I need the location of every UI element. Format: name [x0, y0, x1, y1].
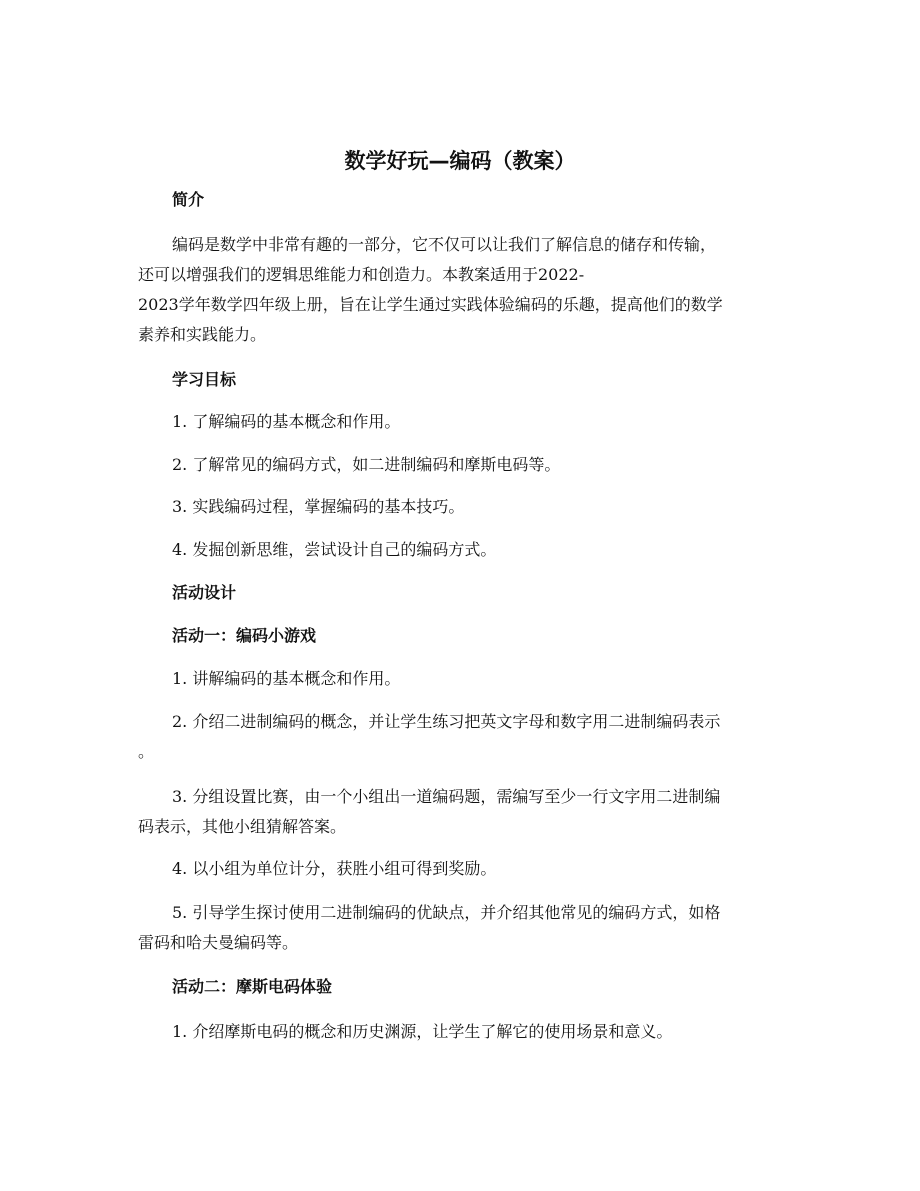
- intro-line-1: 编码是数学中非常有趣的一部分，它不仅可以让我们了解信息的储存和传输，: [172, 235, 717, 254]
- section-heading-activities: 活动设计: [172, 583, 237, 602]
- intro-line-3: 2023学年数学四年级上册，旨在让学生通过实践体验编码的乐趣，提高他们的数学: [138, 295, 723, 314]
- goal-item-1: 1. 了解编码的基本概念和作用。: [172, 412, 401, 431]
- activity2-item-1: 1. 介绍摩斯电码的概念和历史渊源，让学生了解它的使用场景和意义。: [172, 1022, 673, 1041]
- activity1-item-1: 1. 讲解编码的基本概念和作用。: [172, 669, 401, 688]
- activity1-heading: 活动一：编码小游戏: [172, 626, 317, 645]
- goal-item-3: 3. 实践编码过程，掌握编码的基本技巧。: [172, 497, 465, 516]
- page-title: 数学好玩—编码（教案）: [344, 149, 576, 173]
- activity1-item-4: 4. 以小组为单位计分，获胜小组可得到奖励。: [172, 859, 497, 878]
- intro-line-2: 还可以增强我们的逻辑思维能力和创造力。本教案适用于2022-: [138, 265, 585, 284]
- goal-item-2: 2. 了解常见的编码方式，如二进制编码和摩斯电码等。: [172, 455, 561, 474]
- activity2-heading: 活动二：摩斯电码体验: [172, 977, 333, 996]
- section-heading-intro: 简介: [172, 190, 205, 209]
- activity1-item-5-line2: 雷码和哈夫曼编码等。: [138, 933, 299, 952]
- activity1-item-2-line2: 。: [138, 742, 155, 761]
- activity1-item-2-line1: 2. 介绍二进制编码的概念，并让学生练习把英文字母和数字用二进制编码表示: [172, 712, 721, 731]
- activity1-item-3-line1: 3. 分组设置比赛，由一个小组出一道编码题，需编写至少一行文字用二进制编: [172, 787, 721, 806]
- section-heading-goals: 学习目标: [172, 370, 237, 389]
- goal-item-4: 4. 发掘创新思维，尝试设计自己的编码方式。: [172, 540, 497, 559]
- activity1-item-5-line1: 5. 引导学生探讨使用二进制编码的优缺点，并介绍其他常见的编码方式，如格: [172, 903, 721, 922]
- activity1-item-3-line2: 码表示，其他小组猜解答案。: [138, 817, 347, 836]
- intro-line-4: 素养和实践能力。: [138, 325, 267, 344]
